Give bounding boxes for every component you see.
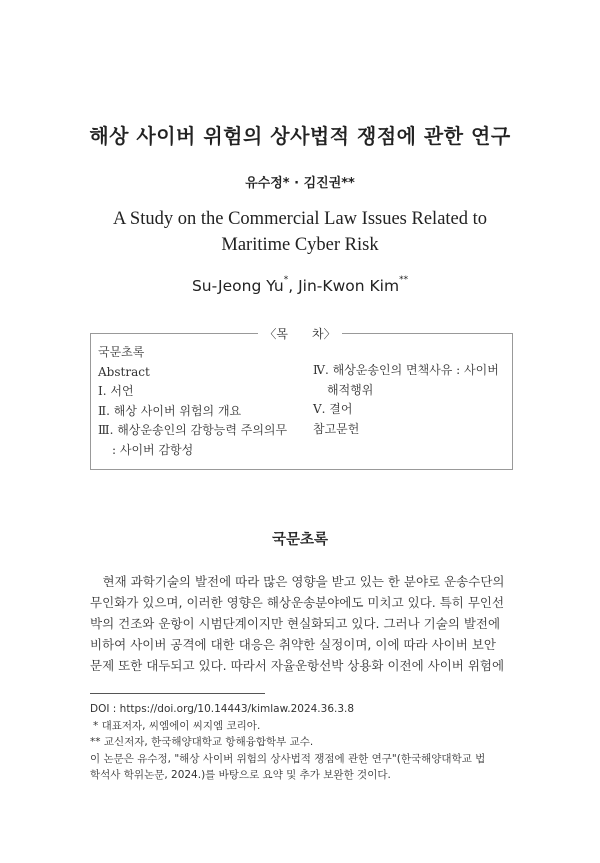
abstract-line: 비하여 사이버 공격에 대한 대응은 취약한 실정이며, 이에 따라 사이버 보안 (90, 637, 496, 652)
toc-item[interactable]: : 사이버 감항성 (112, 442, 194, 457)
toc-heading-text: 〈목 차〉 (258, 327, 341, 341)
toc-right-column (313, 361, 513, 439)
title-en-line-2: Maritime Cyber Risk (221, 235, 379, 255)
abstract-line: 현재 과학기술의 발전에 따라 많은 영향을 받고 있는 한 분야로 운송수단의 (90, 574, 505, 589)
abstract-paragraph (90, 571, 513, 676)
toc-item[interactable]: Ⅴ. 결어 (313, 402, 353, 416)
toc-item[interactable]: 국문초록 (98, 345, 145, 359)
footnote-line: 이 논문은 유수정, "해상 사이버 위험의 상사법적 쟁점에 관한 연구"(한국해양대학교 법 (90, 752, 486, 765)
authors-korean: 유수정* · 김진권** (245, 176, 355, 191)
title-en-line-1: A Study on the Commercial Law Issues Related to (112, 209, 488, 229)
toc-item[interactable]: Ⅰ. 서언 (98, 384, 134, 398)
abstract-line: 문제 또한 대두되고 있다. 따라서 자율운항선박 상용화 이전에 사이버 위험에 (90, 658, 505, 673)
paper-title-korean: 해상 사이버 위험의 상사법적 쟁점에 관한 연구 (89, 124, 511, 148)
toc-left-column (98, 343, 308, 460)
paper-title-english (80, 206, 520, 258)
footnotes (90, 701, 520, 784)
author-2-mark: ** (399, 275, 409, 285)
author-1-mark: * (283, 275, 289, 285)
toc-item[interactable]: Ⅲ. 해상운송인의 감항능력 주의의무 (98, 423, 288, 437)
footnote-divider (90, 693, 265, 694)
toc-item[interactable]: Ⅱ. 해상 사이버 위험의 개요 (98, 403, 242, 418)
footnote-doi[interactable]: DOI : https://doi.org/10.14443/kimlaw.2024.36.3.8 (90, 703, 355, 715)
abstract-line: 박의 건조와 운항이 시범단계이지만 현실화되고 있다. 그러나 기술의 발전에 (90, 616, 501, 631)
authors-english (0, 277, 600, 295)
footnote-line: 학석사 학위논문, 2024.)를 바탕으로 요약 및 추가 보완한 것이다. (90, 769, 391, 781)
author-separator: , (288, 277, 299, 295)
footnote-line: * 대표저자, 씨엠에이 씨지엠 코리아. (93, 719, 261, 732)
toc-item[interactable]: Ⅳ. 해상운송인의 면책사유 : 사이버 (313, 363, 499, 377)
footnote-line: ** 교신저자, 한국해양대학교 항해융합학부 교수. (90, 736, 314, 748)
toc-item[interactable]: Abstract (98, 364, 150, 379)
toc-item[interactable]: 해적행위 (327, 382, 374, 397)
abstract-heading: 국문초록 (271, 532, 329, 548)
abstract-line: 무인화가 있으며, 이러한 영향은 해상운송분야에도 미치고 있다. 특히 무인선 (90, 595, 505, 610)
toc-item[interactable]: 참고문헌 (313, 421, 360, 436)
author-1-name: Su-Jeong Yu (191, 277, 284, 295)
author-2-name: Jin-Kwon Kim (298, 277, 400, 295)
toc-heading (0, 325, 600, 342)
